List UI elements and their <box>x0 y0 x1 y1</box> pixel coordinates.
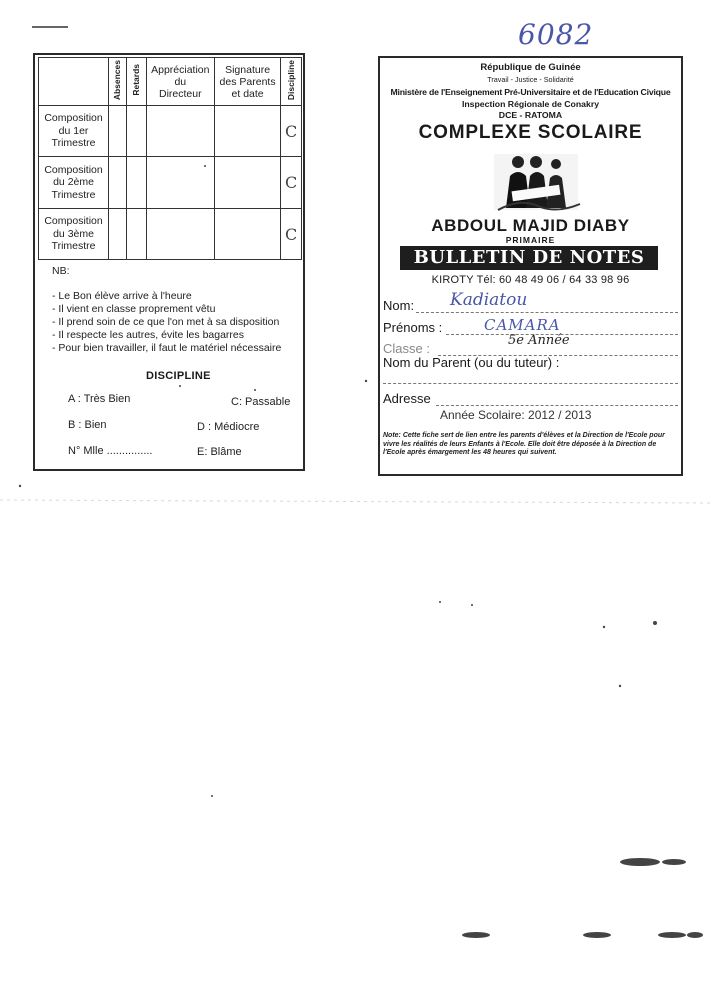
cell-retards <box>126 209 146 260</box>
row-label-trimestre-3: Composition du 3ème Trimestre <box>39 209 109 260</box>
header-empty <box>39 58 109 106</box>
cell-signature <box>214 209 281 260</box>
cell-appreciation <box>146 157 214 209</box>
cell-discipline: C <box>281 106 302 157</box>
cell-appreciation <box>146 106 214 157</box>
rule-line: - Il prend soin de ce que l'on met à sa disposition <box>52 316 280 328</box>
header-signature: Signature des Parents et date <box>214 58 281 106</box>
note-paragraph: Note: Cette fiche sert de lien entre les parents d'élèves et la Direction de l'Ecole pour vivre les réalités de leurs Enfants à l'Ecole. Elle doit être déposée à la Direction de l'Ecole après émargement les 48 heures qui suivent. <box>383 432 665 457</box>
nom-handwritten: Kadiatou <box>450 290 528 310</box>
discipline-title: DISCIPLINE <box>146 370 211 382</box>
rule-line: - Le Bon élève arrive à l'heure <box>52 290 192 302</box>
cell-retards <box>126 157 146 209</box>
grade-b: B : Bien <box>68 419 107 431</box>
nb-title: NB: <box>52 265 70 277</box>
republic-title: République de Guinée <box>480 62 581 73</box>
national-motto: Travail - Justice - Solidarité <box>487 75 574 84</box>
cell-absences <box>109 157 127 209</box>
nb-rules <box>52 265 307 355</box>
grade-a: A : Très Bien <box>68 393 131 405</box>
school-year: Année Scolaire: 2012 / 2013 <box>440 408 592 422</box>
parent-field: Nom du Parent (ou du tuteur) : <box>383 355 560 370</box>
header-discipline: Discipline <box>286 59 297 101</box>
cell-absences <box>109 209 127 260</box>
attendance-table <box>38 57 302 260</box>
row-label-trimestre-1: Composition du 1er Trimestre <box>39 106 109 157</box>
inspection-name: Inspection Régionale de Conakry <box>461 99 600 109</box>
cell-signature <box>214 106 281 157</box>
table-row <box>39 106 302 157</box>
cell-absences <box>109 106 127 157</box>
adresse-line <box>436 405 678 406</box>
grade-n-label: N° Mlle ............... <box>68 445 153 457</box>
header-appreciation: Appréciation du Directeur <box>146 58 214 106</box>
table-row <box>39 157 302 209</box>
complexe-title: COMPLEXE SCOLAIRE <box>418 122 643 143</box>
cell-signature <box>214 157 281 209</box>
school-level: PRIMAIRE <box>505 235 556 245</box>
cell-retards <box>126 106 146 157</box>
dce-name: DCE - RATOMA <box>498 110 563 120</box>
cell-discipline: C <box>281 209 302 260</box>
cell-discipline: C <box>281 157 302 209</box>
parent-line <box>383 383 678 384</box>
prenoms-handwritten: CAMARA <box>484 316 561 334</box>
classe-handwritten: 5e Année <box>508 333 570 348</box>
table-row <box>39 209 302 260</box>
bulletin-banner: BULLETIN DE NOTES <box>400 246 658 270</box>
right-panel-cover <box>378 56 683 476</box>
school-name: ABDOUL MAJID DIABY <box>431 216 630 235</box>
school-logo-image <box>490 148 582 214</box>
nom-line <box>416 312 678 313</box>
left-panel-report <box>33 53 305 471</box>
grade-c: C: Passable <box>231 396 291 408</box>
header-absences: Absences <box>112 59 123 101</box>
grade-d: D : Médiocre <box>197 421 260 433</box>
prenoms-field: Prénoms : <box>383 320 443 335</box>
ministry-name: Ministère de l'Enseignement Pré-Universitaire et de l'Education Civique <box>390 87 671 97</box>
nom-field: Nom: <box>383 298 415 313</box>
header-retards: Retards <box>131 64 142 96</box>
row-label-trimestre-2: Composition du 2ème Trimestre <box>39 157 109 209</box>
school-contact: KIROTY Tél: 60 48 49 06 / 64 33 98 96 <box>431 274 630 286</box>
handwritten-reference-number: 6082 <box>518 18 594 51</box>
cell-appreciation <box>146 209 214 260</box>
grade-e: E: Blâme <box>197 446 242 458</box>
rule-line: - Il vient en classe proprement vêtu <box>52 303 216 315</box>
rule-line: - Pour bien travailler, il faut le matériel nécessaire <box>52 342 282 354</box>
classe-field: Classe : <box>383 341 430 356</box>
adresse-field: Adresse <box>383 391 431 406</box>
rule-line: - Il respecte les autres, évite les bagarres <box>52 329 245 341</box>
